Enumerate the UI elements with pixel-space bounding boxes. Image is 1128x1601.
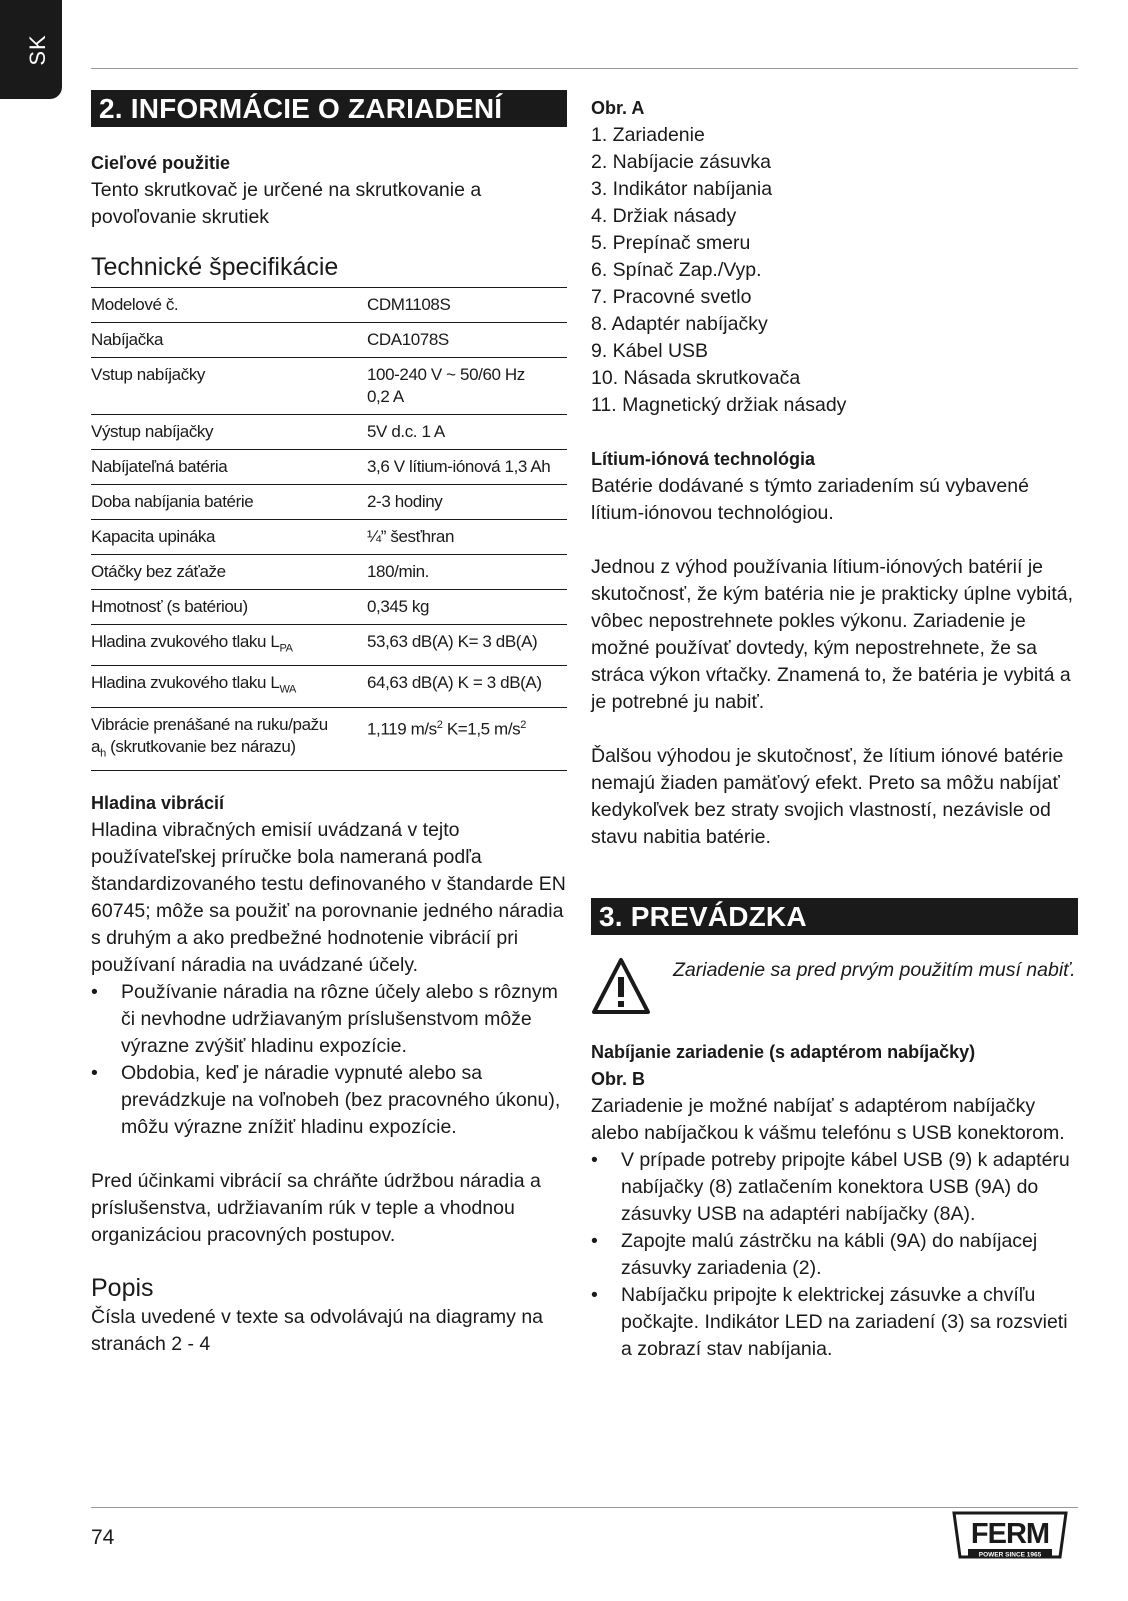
spec-value: 2-3 hodiny: [367, 485, 567, 520]
list-item: 5. Prepínač smeru: [591, 232, 751, 254]
warning-block: [591, 957, 1078, 1015]
spec-value: [367, 707, 567, 770]
tech-spec-heading: Technické špecifikácie: [91, 253, 339, 281]
lithium-block: [591, 446, 1078, 851]
table-row: [91, 358, 567, 415]
charging-fig-ref: Obr. B: [591, 1069, 646, 1089]
table-row: [91, 288, 567, 323]
spec-key: Doba nabíjania batérie: [91, 485, 367, 520]
spec-value-a-sup: 2: [436, 718, 443, 731]
table-row: [91, 555, 567, 590]
list-item: 8. Adaptér nabíjačky: [591, 313, 768, 335]
spec-value: 3,6 V lítium-iónová 1,3 Ah: [367, 450, 567, 485]
spec-value-b-sup: 2: [520, 718, 526, 731]
bottom-divider: [91, 1507, 1078, 1508]
spec-value: 5V d.c. 1 A: [367, 415, 567, 450]
parts-list: [591, 122, 1078, 419]
list-item: • Používanie náradia na rôzne účely alebo s rôznym či nevhodne udržiavaným príslušenstvom môže výrazne zvýšiť hladinu expozície.: [91, 979, 567, 1060]
language-tab: [0, 0, 62, 99]
section-title-device-info: 2. INFORMÁCIE O ZARIADENÍ: [91, 90, 567, 127]
spec-key-subscript: PA: [279, 642, 293, 655]
charging-block: [591, 1039, 1078, 1363]
charging-heading: Nabíjanie zariadenie (s adaptérom nabíjačky): [591, 1042, 976, 1062]
spec-value: 64,63 dB(A) K = 3 dB(A): [367, 666, 567, 707]
language-code: SK: [25, 34, 50, 66]
table-row: [91, 666, 567, 707]
intended-use-block: [91, 150, 567, 231]
right-column: [591, 90, 1078, 1363]
spec-key-line2-sub: h: [100, 747, 106, 760]
vibration-bullets: [91, 979, 567, 1141]
lithium-p2: Jednou z výhod používania lítium-iónových batérií je skutočnosť, že kým batéria nie je prakticky úplne vybitá, vôbec nepostrehnete pokles výkonu. Zariadenie je možné používať dovtedy, kým nepostrehnete, že sa stráca výkon vŕtačky. Znamená to, že batéria je vybitá a je potrebné ju nabiť.: [591, 556, 1074, 713]
table-row: [91, 520, 567, 555]
page-number: 74: [91, 1526, 115, 1549]
spec-key-text: Vibrácie prenášané na ruku/pažu: [91, 714, 328, 734]
table-row: [91, 323, 567, 358]
list-item: • V prípade potreby pripojte kábel USB (9) k adaptéru nabíjačky (8) zatlačením konektora USB (9A) do zásuvky USB na adaptéri nabíjačky (8A).: [591, 1147, 1078, 1228]
left-column: [91, 90, 567, 1358]
list-item: 6. Spínač Zap./Vyp.: [591, 259, 762, 281]
spec-key-subscript: WA: [279, 683, 296, 696]
spec-value: [367, 358, 567, 415]
lithium-p1: Batérie dodávané s týmto zariadením sú vybavené lítium-iónovou technológiou.: [591, 475, 1029, 524]
list-item: 7. Pracovné svetlo: [591, 286, 752, 308]
table-row: [91, 485, 567, 520]
spec-key-line2-post: (skrutkovanie bez nárazu): [105, 736, 296, 756]
list-item: • Obdobia, keď je náradie vypnuté alebo sa prevádzkuje na voľnobeh (bez pracovného úkonu), môžu výrazne znížiť hladinu expozície.: [91, 1060, 567, 1141]
logo-brand: FERM: [970, 1518, 1050, 1550]
logo-tagline: POWER SINCE 1965: [978, 1551, 1042, 1559]
spec-table: [91, 287, 567, 771]
section-title-operation: 3. PREVÁDZKA: [591, 898, 1078, 935]
table-row: [91, 590, 567, 625]
description-heading: Popis: [91, 1274, 154, 1303]
list-item: • Zapojte malú zástrčku na kábli (9A) do nabíjacej zásuvky zariadenia (2).: [591, 1228, 1078, 1282]
table-row: [91, 625, 567, 666]
spec-key: Otáčky bez záťaže: [91, 555, 367, 590]
intended-use-heading: Cieľové použitie: [91, 153, 230, 173]
spec-key: Kapacita upináka: [91, 520, 367, 555]
spec-value-b: K=1,5 m/s: [442, 719, 521, 739]
spec-value: 53,63 dB(A) K= 3 dB(A): [367, 625, 567, 666]
spec-key: [91, 707, 367, 770]
table-row: [91, 415, 567, 450]
list-item: 3. Indikátor nabíjania: [591, 178, 773, 200]
vibration-text: Hladina vibračných emisií uvádzaná v tejto používateľskej príručke bola nameraná podľa štandardizovaného testu definovaného v štandarde EN 60745; môže sa použiť na porovnanie jedného náradia s druhým a ako predbežné hodnotenie vibrácií pri používaní náradia na uvádzané účely.: [91, 819, 566, 977]
spec-key: Vstup nabíjačky: [91, 358, 367, 415]
fig-a-heading: Obr. A: [591, 98, 645, 118]
lithium-p3: Ďalšou výhodou je skutočnosť, že lítium iónové batérie nemajú žiaden pamäťový efekt. Preto sa môžu nabíjať kedykoľvek bez straty svojich vlastností, nezávisle od stavu nabitia batérie.: [591, 745, 1064, 848]
list-item: 11. Magnetický držiak násady: [591, 394, 847, 416]
spec-value: CDM1108S: [367, 288, 567, 323]
table-row: [91, 707, 567, 770]
spec-key: Výstup nabíjačky: [91, 415, 367, 450]
spec-value-line2: 0,2 A: [367, 387, 404, 406]
spec-key: Modelové č.: [91, 288, 367, 323]
list-item: 9. Kábel USB: [591, 340, 709, 362]
spec-key: [91, 625, 367, 666]
top-divider: [91, 68, 1078, 69]
spec-value: 0,345 kg: [367, 590, 567, 625]
spec-value-a: 1,119 m/s: [367, 719, 437, 739]
description-text: Čísla uvedené v texte sa odvolávajú na diagramy na stranách 2 - 4: [91, 1306, 544, 1356]
spec-key: Nabíjateľná batéria: [91, 450, 367, 485]
table-row: [91, 450, 567, 485]
spec-key-line2-pre: a: [91, 736, 101, 756]
vibration-block: [91, 790, 567, 1249]
spec-key-text: Hladina zvukového tlaku L: [91, 632, 280, 651]
list-item: 4. Držiak násady: [591, 205, 737, 227]
list-item: 1. Zariadenie: [591, 124, 705, 146]
warning-triangle-icon: [591, 957, 651, 1015]
vibration-closing: Pred účinkami vibrácií sa chráňte údržbou náradia a príslušenstva, udržiavaním rúk v teple a vhodnou organizáciou pracovných postupov.: [91, 1170, 541, 1247]
spec-value: ¼” šesťhran: [367, 520, 567, 555]
list-item: 2. Nabíjacie zásuvka: [591, 151, 771, 173]
vibration-heading: Hladina vibrácií: [91, 793, 225, 814]
spec-value-line1: 100-240 V ~ 50/60 Hz: [367, 365, 525, 384]
intended-use-text: Tento skrutkovač je určené na skrutkovanie a povoľovanie skrutiek: [91, 179, 482, 228]
spec-key: Nabíjačka: [91, 323, 367, 358]
description-block: [91, 1272, 567, 1358]
lithium-heading: Lítium-iónová technológia: [591, 449, 815, 469]
warning-text: Zariadenie sa pred prvým použitím musí nabiť.: [673, 959, 1076, 981]
list-item: 10. Násada skrutkovača: [591, 367, 801, 389]
spec-key: Hmotnosť (s batériou): [91, 590, 367, 625]
ferm-logo: [950, 1511, 1070, 1561]
spec-key: [91, 666, 367, 707]
list-item: • Nabíjačku pripojte k elektrickej zásuvke a chvíľu počkajte. Indikátor LED na zariadení (3) sa rozsvieti a zobrazí stav nabíjania.: [591, 1282, 1078, 1363]
charging-bullets: [591, 1147, 1078, 1363]
charging-text: Zariadenie je možné nabíjať s adaptérom nabíjačky alebo nabíjačkou k vášmu telefónu s USB konektorom.: [591, 1095, 1065, 1144]
spec-key-text: Hladina zvukového tlaku L: [91, 673, 280, 693]
spec-value: 180/min.: [367, 555, 567, 590]
spec-value: CDA1078S: [367, 323, 567, 358]
